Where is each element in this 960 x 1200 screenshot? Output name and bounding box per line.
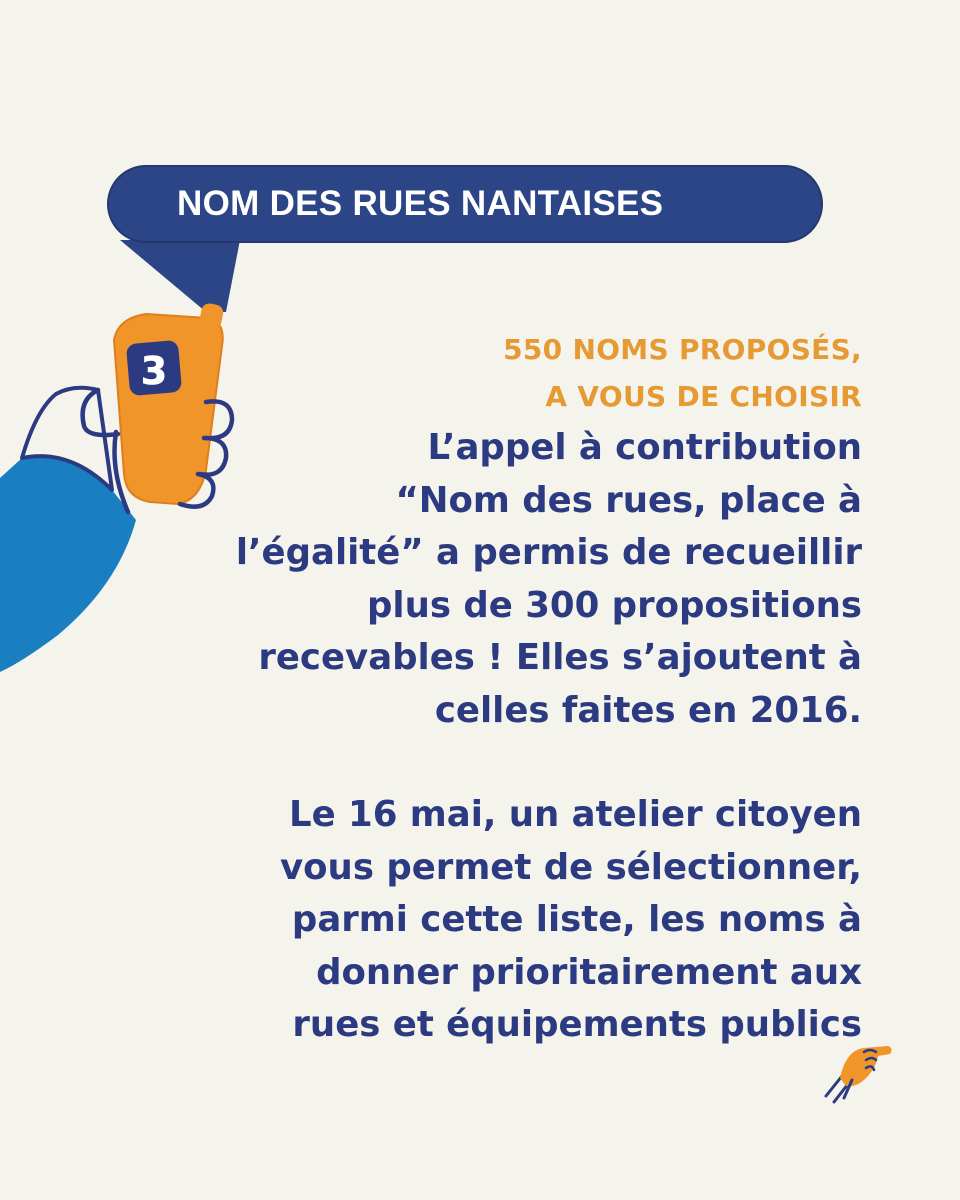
paragraph-line: recevables ! Elles s’ajoutent à	[258, 637, 862, 678]
megaphone-beam	[120, 240, 240, 312]
paragraph-spacer	[236, 737, 862, 789]
paragraph-line: vous permet de sélectionner,	[280, 846, 862, 888]
paragraph-line: L’appel à contribution	[427, 427, 862, 468]
subtitle-line: 550 NOMS PROPOSÉS,	[503, 333, 862, 366]
body-text	[236, 422, 862, 1052]
badge-number: 3	[140, 349, 168, 393]
subtitle	[503, 326, 862, 420]
pointing-hand-icon	[820, 1040, 900, 1110]
paragraph-line: celles faites en 2016.	[434, 689, 862, 731]
sleeve-shape	[0, 456, 136, 672]
paragraph-line: “Nom des rues, place à	[395, 479, 862, 521]
subtitle-line: A VOUS DE CHOISIR	[545, 380, 862, 413]
paragraph-line: l’égalité” a permis de recueillir	[235, 532, 862, 573]
paragraph-line: Le 16 mai, un atelier citoyen	[288, 794, 862, 835]
paragraph-line: plus de 300 propositions	[367, 584, 862, 626]
title-banner	[107, 165, 823, 243]
paragraph-line: parmi cette liste, les noms à	[291, 899, 862, 940]
paragraph-line: rues et équipements publics	[292, 1004, 862, 1045]
paragraph-line: donner prioritairement aux	[316, 951, 862, 993]
page-title: NOM DES RUES NANTAISES	[177, 184, 664, 223]
